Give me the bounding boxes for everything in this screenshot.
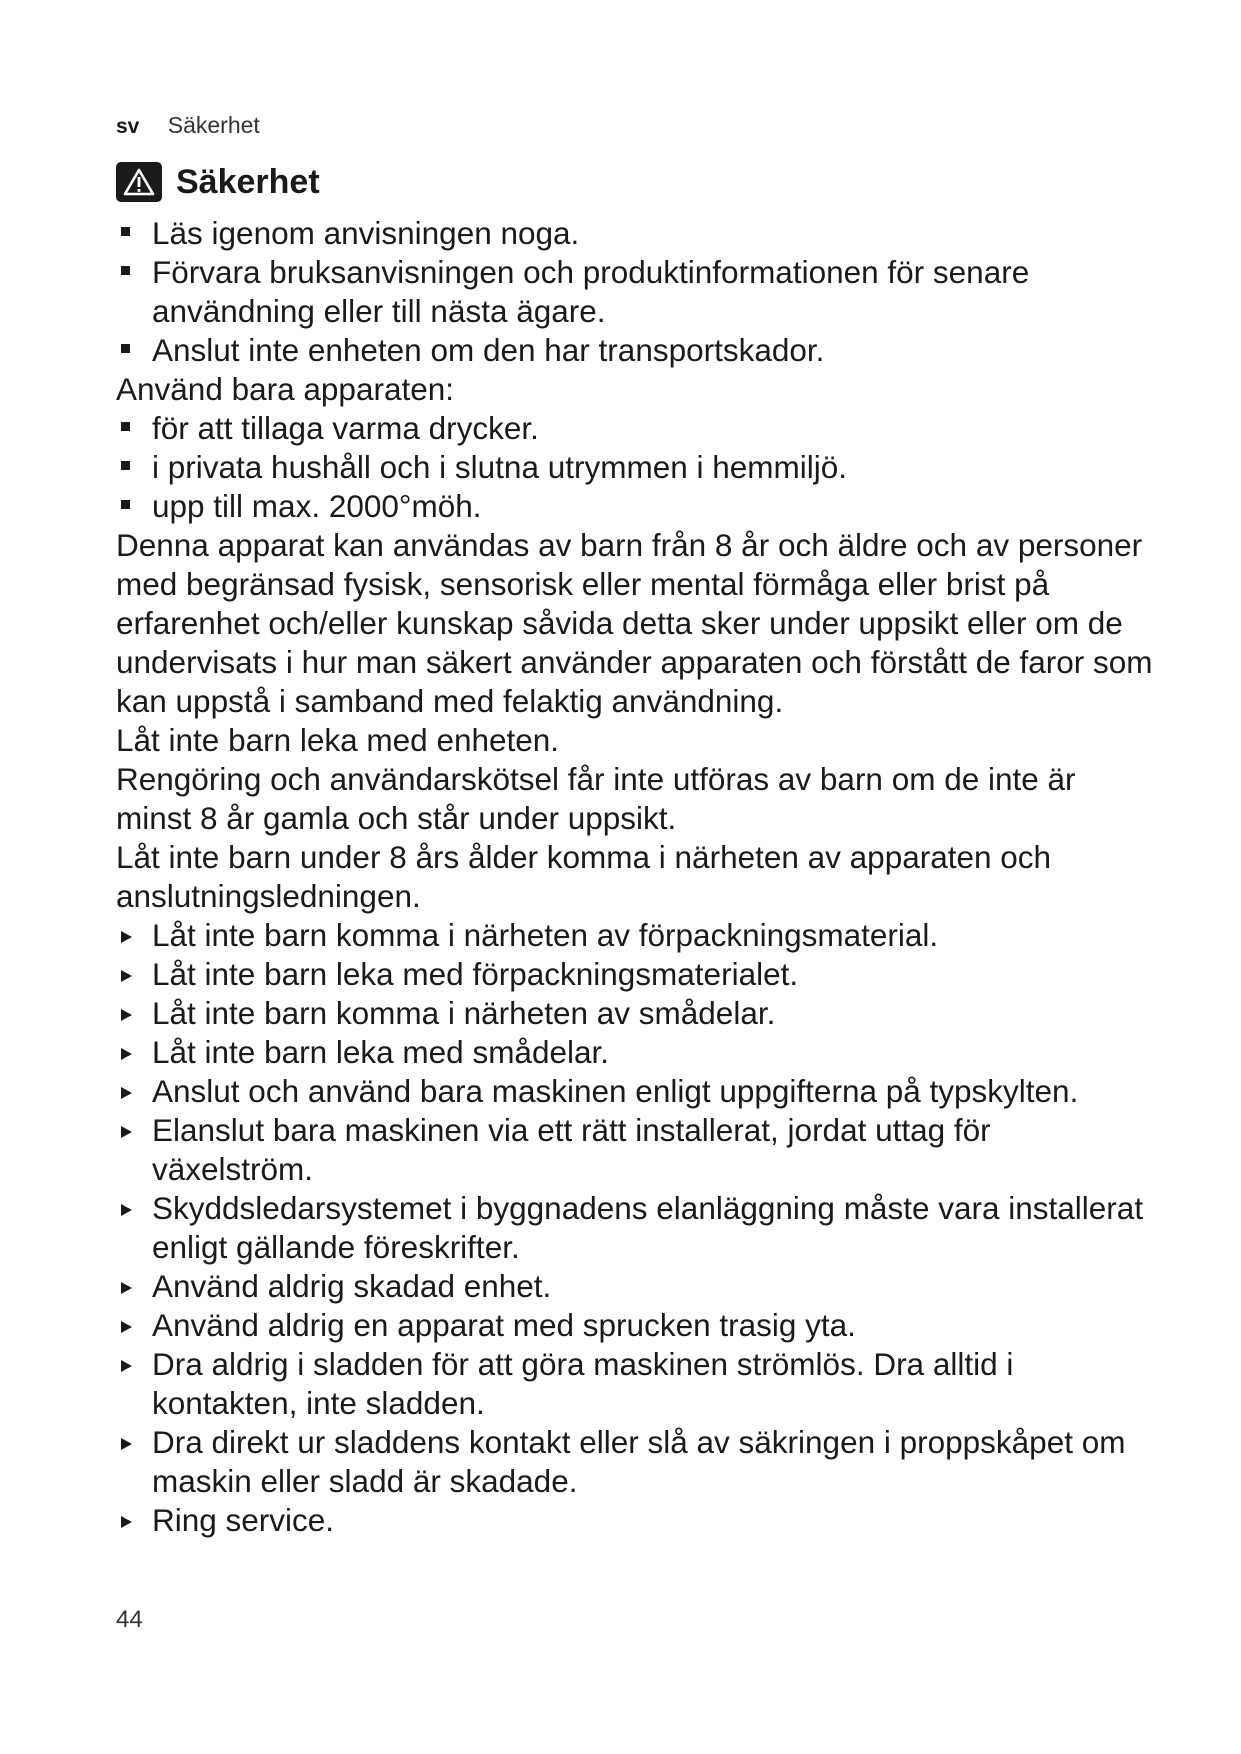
running-header (116, 112, 260, 139)
item-text: Anslut och använd bara maskinen enligt uppgifterna på typskylten. (152, 1073, 1079, 1109)
arrow-bullet-icon (121, 1423, 132, 1462)
paragraph: Använd bara apparaten: (116, 371, 455, 407)
page-number: 44 (116, 1606, 143, 1633)
safety-content (116, 214, 1156, 1540)
paragraph: Låt inte barn under 8 års ålder komma i närheten av apparaten och anslutningsledningen. (116, 839, 1052, 914)
arrow-bullet-icon (121, 1033, 132, 1072)
square-bullet-icon (121, 409, 130, 448)
square-bullet-icon (121, 253, 130, 292)
item-text: Använd aldrig en apparat med sprucken trasig yta. (152, 1307, 856, 1343)
section-title: Säkerhet (176, 162, 320, 201)
arrow-bullet-icon (121, 1111, 132, 1150)
bullet-item (116, 331, 1156, 370)
item-text: Anslut inte enheten om den har transportskador. (152, 332, 825, 368)
paragraph: Denna apparat kan användas av barn från 8 år och äldre och av personer med begränsad fysisk, sensorisk eller mental förmåga eller brist på erfarenhet och/eller kunskap såvida detta sker under uppsikt eller om de undervisats i hur man säkert använder apparaten och förstått de faror som kan uppstå i samband med felaktig användning. (116, 527, 1153, 719)
arrow-bullet-icon (121, 1072, 132, 1111)
paragraph: Rengöring och användarskötsel får inte utföras av barn om de inte är minst 8 år gamla och står under uppsikt. (116, 761, 1076, 836)
language-code: sv (116, 115, 140, 138)
item-text: Låt inte barn leka med smådelar. (152, 1034, 610, 1070)
bullet-item (116, 448, 1156, 487)
arrow-bullet-icon (121, 1267, 132, 1306)
item-text: Dra direkt ur sladdens kontakt eller slå av säkringen i proppskåpet om maskin eller sladd är skadade. (152, 1424, 1126, 1499)
item-text: Skyddsledarsystemet i byggnadens elanläggning måste vara installerat enligt gällande föreskrifter. (152, 1190, 1144, 1265)
paragraph: Låt inte barn leka med enheten. (116, 722, 560, 758)
bullet-item (116, 487, 1156, 526)
instruction-item (116, 1033, 1156, 1072)
section-heading (116, 162, 320, 202)
item-text: Låt inte barn komma i närheten av förpackningsmaterial. (152, 917, 939, 953)
item-text: Förvara bruksanvisningen och produktinformationen för senare användning eller till nästa ägare. (152, 254, 1030, 329)
arrow-bullet-icon (121, 1345, 132, 1384)
square-bullet-icon (121, 487, 130, 526)
bullet-item (116, 409, 1156, 448)
arrow-bullet-icon (121, 955, 132, 994)
square-bullet-icon (121, 214, 130, 253)
item-text: Läs igenom anvisningen noga. (152, 215, 580, 251)
arrow-bullet-icon (121, 1501, 132, 1540)
bullet-item (116, 253, 1156, 331)
instruction-item (116, 916, 1156, 955)
arrow-bullet-icon (121, 994, 132, 1033)
arrow-bullet-icon (121, 1306, 132, 1345)
item-text: Låt inte barn leka med förpackningsmaterialet. (152, 956, 799, 992)
warning-triangle-icon (116, 162, 162, 202)
instruction-item (116, 994, 1156, 1033)
item-text: Använd aldrig skadad enhet. (152, 1268, 552, 1304)
item-text: Låt inte barn komma i närheten av smådelar. (152, 995, 776, 1031)
arrow-bullet-icon (121, 916, 132, 955)
item-text: i privata hushåll och i slutna utrymmen i hemmiljö. (152, 449, 848, 485)
item-text: Ring service. (152, 1502, 335, 1538)
bullet-item (116, 214, 1156, 253)
instruction-item (116, 1267, 1156, 1306)
item-text: Elanslut bara maskinen via ett rätt installerat, jordat uttag för växelström. (152, 1112, 991, 1187)
square-bullet-icon (121, 331, 130, 370)
instruction-item (116, 955, 1156, 994)
instruction-item (116, 1306, 1156, 1345)
square-bullet-icon (121, 448, 130, 487)
running-header-section: Säkerhet (167, 112, 260, 138)
item-text: Dra aldrig i sladden för att göra maskinen strömlös. Dra alltid i kontakten, inte sladden. (152, 1346, 1014, 1421)
item-text: upp till max. 2000°möh. (152, 488, 482, 524)
instruction-item (116, 1501, 1156, 1540)
instruction-item (116, 1072, 1156, 1111)
arrow-bullet-icon (121, 1189, 132, 1228)
instruction-item (116, 1189, 1156, 1267)
instruction-item (116, 1423, 1156, 1501)
instruction-item (116, 1111, 1156, 1189)
item-text: för att tillaga varma drycker. (152, 410, 539, 446)
instruction-item (116, 1345, 1156, 1423)
